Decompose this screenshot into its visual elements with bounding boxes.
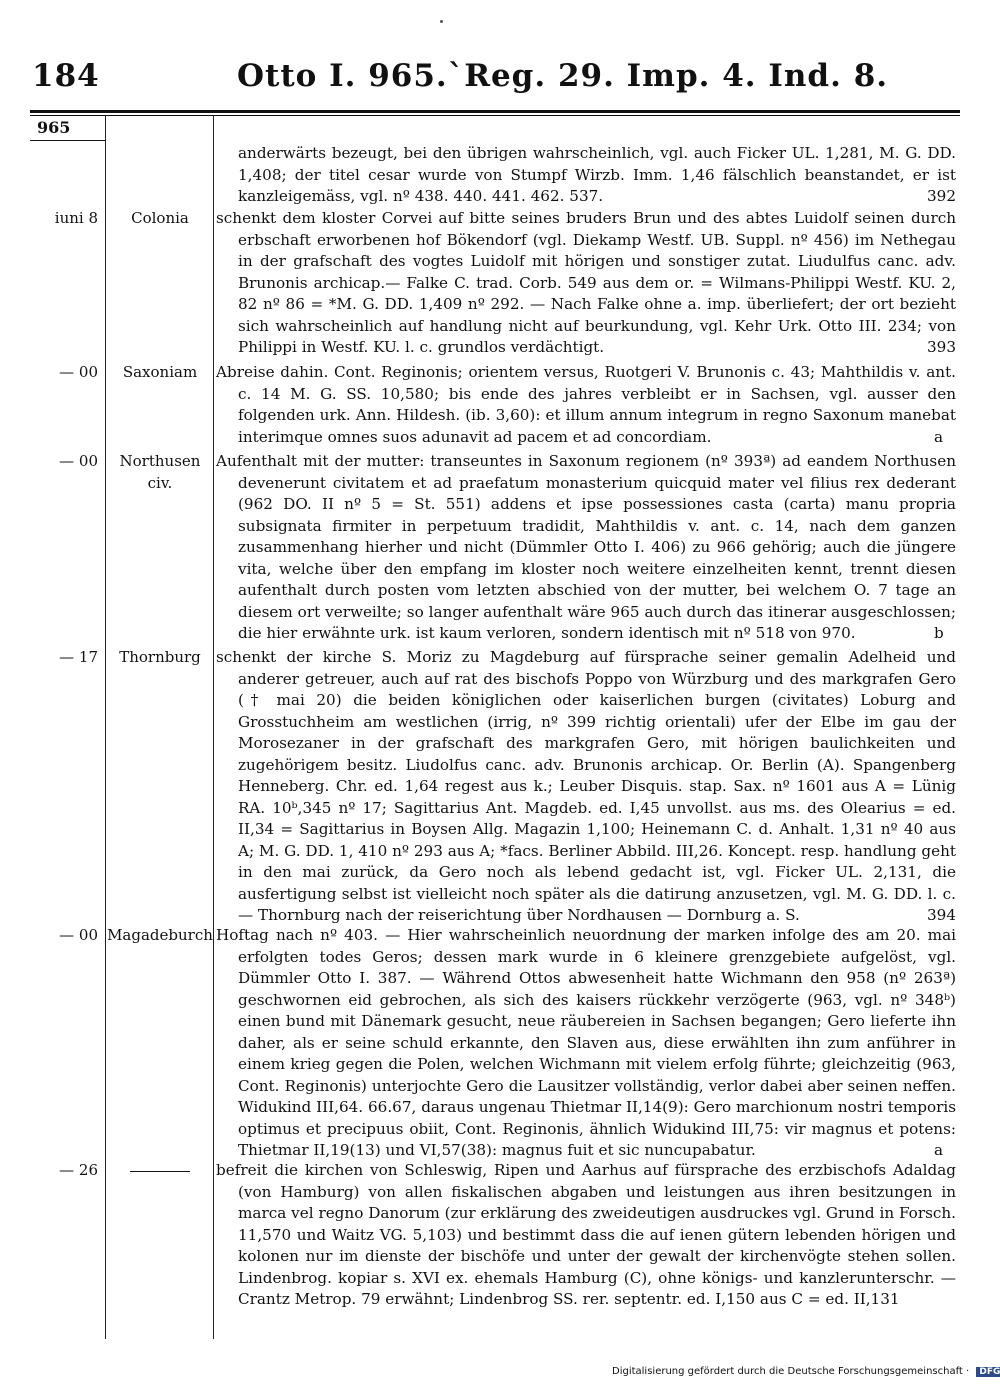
regest-number: 393: [927, 338, 956, 356]
footer-text: Digitalisierung gefördert durch die Deutsche Forschungsgemeinschaft ·: [612, 1366, 970, 1377]
year-underline: [30, 140, 105, 141]
entry-place: Saxoniam: [122, 363, 198, 381]
entry-body: befreit die kirchen von Schleswig, Ripen und Aarhus auf fürsprache des erzbischofs Adaldag (von Hamburg) von allen fiskalischen abgaben und leistungen aus ihren besitzungen in marca vel regno Danorum (zur erklärung des zweideutigen ausdruckes vgl. Grund in Forsch. 11,570 und Waitz VG. 5,103) und bestimmt dass die auf ienen gütern lebenden hörigen und kolonen nur im dienste der bischöfe und unter der gewalt der kirchenvögte stehen sollen. Lindenbrog. kopiar s. XVI ex. ehemals Hamburg (C), ohne königs- und kanzlerunterschr. — Crantz Metrop. 79 erwähnt; Lindenbrog SS. rer. septentr. ed. I,150 aus C = ed. II,131: [216, 1161, 956, 1308]
entry-body: schenkt dem kloster Corvei auf bitte seines bruders Brun und des abtes Luidolf seinen durch erbschaft erworbenen hof Bökendorf (vgl. Diekamp Westf. UB. Suppl. nº 456) im Nethegau in der grafschaft des vogtes Luidolf mit hörigen und sonstiger zutat. Liudulfus canc. adv. Brunonis archicap.— Falke C. trad. Corb. 549 aus dem or. = Wilmans-Philippi Westf. KU. 2, 82 nº 86 = *M. G. DD. 1,409 nº 292. — Nach Falke ohne a. imp. überliefert; der ort bezieht sich wahrscheinlich auf handlung nicht auf beurkundung, vgl. Kehr Urk. Otto III. 234; von Philippi in Westf. KU. l. c. grundlos verdächtigt.: [216, 209, 956, 356]
header-rule-thin: [30, 115, 960, 116]
regest-number: 392: [927, 187, 956, 205]
regest-number: 394: [927, 906, 956, 924]
entry-date: — 17: [59, 648, 98, 666]
page-title: Otto I. 965.`Reg. 29. Imp. 4. Ind. 8.: [237, 58, 889, 94]
header-rule-thick: [30, 110, 960, 113]
entry-body: schenkt der kirche S. Moriz zu Magdeburg auf fürsprache seiner gemalin Adelheid und anderer getreuer, auch auf rat des bischofs Poppo von Würzburg und des markgrafen Gero († mai 20) die beiden königlichen oder kaiserlichen burgen (civitates) Loburg and Grosstuchheim am westlichen (irrig, nº 399 richtig orientali) ufer der Elbe im gau der Morosezaner in der grafschaft des markgrafen Gero, mit hörigen baulichkeiten und zugehörigem besitz. Liudolfus canc. adv. Brunonis archicap. Or. Berlin (A). Spangenberg Henneberg. Chr. ed. 1,64 regest aus k.; Leuber Disquis. stap. Sax. nº 1601 aus A = Lünig RA. 10ᵇ,345 nº 17; Sagittarius Ant. Magdeb. ed. I,45 unvollst. aus ms. des Olearius = ed. II,34 = Sagittarius in Boysen Allg. Magazin 1,100; Heinemann C. d. Anhalt. 1,31 nº 40 aus A; M. G. DD. 1, 410 nº 293 aus A; *facs. Berliner Abbild. III,26. Koncept. resp. handlung geht in den mai zurück, da Gero noch als lebend gedacht ist, vgl. Ficker UL. 2,131, die ausfertigung selbst ist vielleicht noch später als die datirung anzusetzen, vgl. M. G. DD. l. c. — Thornburg nach der reiserichtung über Nordhausen — Dornburg a. S.: [216, 648, 956, 924]
page-number: 184: [32, 58, 100, 94]
place-dash: [130, 1171, 190, 1172]
continuation-body: anderwärts bezeugt, bei den übrigen wahrscheinlich, vgl. auch Ficker UL. 1,281, M. G. DD. 1,408; der titel cesar wurde von Stumpf Wirzb. Imm. 1,46 fälschlich beanstandet, er ist kanzleigemäss, vgl. nº 438. 440. 441. 462. 537.: [238, 144, 956, 205]
entry-date: — 00: [59, 363, 98, 381]
year-label: 965: [37, 118, 71, 137]
entry-text: Hoftag nach nº 403. — Hier wahrscheinlich neuordnung der marken infolge des am 20. mai erfolgten todes Geros; dessen mark wurde in 6 kleinere grenzgebiete aufgelöst, vgl. Dümmler Otto I. 387. — Während Ottos abwesenheit hatte Wichmann den 958 (nº 263ª) geschwornen eid gebrochen, als sich des kaisers rückkehr verzögerte (963, vgl. nº 348ᵇ) einen bund mit Dänemark gesucht, neue räubereien in Sachsen begangen; Gero lieferte ihn daher, als er seine schuld erkannte, den Slaven aus, diese erwählten ihn zum anführer in einem krieg gegen die Polen, welchen Wichmann mit vielem erfolg führte; gleichzeitig (963, Cont. Reginonis) unterjochte Gero die Lausitzer vollständig, verlor dabei aber seinen neffen. Widukind III,64. 66.67, daraus ungenau Thietmar II,14(9): Gero marchionum nostri temporis optimus et precipuus obiit, Cont. Reginonis, ähnlich Widukind III,75: vir magnus et potens: Thietmar II,19(13) und VI,57(38): magnus fuit et sic nuncupabatur. a: [216, 926, 956, 1159]
entry-text: [216, 647, 956, 927]
entry-place: Northusen civ.: [119, 452, 201, 492]
entry-body: Aufenthalt mit der mutter: transeuntes in Saxonum regionem (nº 393ª) ad eandem Northusen devenerunt civitatem et ad praefatum monasterium quicquid mater vel filius rex dederant (962 DO. II nº 5 = St. 551) addens et ipse possessiones casta (carta) manu propria subsignata firmiter in perpetuum tradidit, Mahthildis v. ant. c. 14, nach dem ganzen zusammenhang hierher und nicht (Dümmler Otto I. 406) zu 966 gehörig; auch die jüngere vita, welche über den empfang im kloster noch weitere einzelheiten kennt, trennt diesen aufenthalt durch posten vom letzten abschied von der mutter, bei welchem O. 7 tage an diesem ort verweilte; so langer aufenthalt wäre 965 auch durch das itinerar ausgeschlossen; die hier erwähnte urk. ist kaum verloren, sondern identisch mit nº 518 von 970.: [216, 452, 956, 642]
page-header: [32, 58, 962, 98]
entry-place: [106, 1160, 214, 1182]
entry-text: [216, 1160, 956, 1311]
continuation-text: [216, 143, 956, 208]
entry-place: Thornburg: [119, 648, 201, 666]
entry-text: Aufenthalt mit der mutter: transeuntes in Saxonum regionem (nº 393ª) ad eandem Northusen devenerunt civitatem et ad praefatum monasterium quicquid mater vel filius rex dederant (962 DO. II nº 5 = St. 551) addens et ipse possessiones casta (carta) manu propria subsignata firmiter in perpetuum tradidit, Mahthildis v. ant. c. 14, nach dem ganzen zusammenhang hierher und nicht (Dümmler Otto I. 406) zu 966 gehörig; auch die jüngere vita, welche über den empfang im kloster noch weitere einzelheiten kennt, trennt diesen aufenthalt durch posten vom letzten abschied von der mutter, bei welchem O. 7 tage an diesem ort verweilte; so langer aufenthalt wäre 965 auch durch das itinerar ausgeschlossen; die hier erwähnte urk. ist kaum verloren, sondern identisch mit nº 518 von 970. b: [216, 452, 956, 642]
entry-place: Colonia: [131, 209, 189, 227]
print-speck: [440, 20, 443, 23]
entry-date: — 26: [59, 1161, 98, 1179]
entry-place: Magadeburch: [107, 926, 213, 944]
entry-date: iuni 8: [54, 209, 98, 227]
column-divider-date: [105, 116, 106, 1339]
entry-date: — 00: [59, 926, 98, 944]
entry-date: — 00: [59, 452, 98, 470]
footer-credit: [612, 1366, 1000, 1377]
entry-text: [216, 208, 956, 359]
dfg-logo: DFG: [976, 1367, 1000, 1377]
entry-text: Abreise dahin. Cont. Reginonis; orientem versus, Ruotgeri V. Brunonis c. 43; Mahthildis v. ant. c. 14 M. G. SS. 10,580; bis ende des jahres verbleibt er in Sachsen, vgl. ausser den folgenden urk. Ann. Hildesh. (ib. 3,60): et illum annum integrum in regno Saxonum manebat interimque omnes suos adunavit ad pacem et ad concordiam. a: [216, 363, 956, 446]
entry-body: Abreise dahin. Cont. Reginonis; orientem versus, Ruotgeri V. Brunonis c. 43; Mahthildis v. ant. c. 14 M. G. SS. 10,580; bis ende des jahres verbleibt er in Sachsen, vgl. ausser den folgenden urk. Ann. Hildesh. (ib. 3,60): et illum annum integrum in regno Saxonum manebat interimque omnes suos adunavit ad pacem et ad concordiam.: [216, 363, 956, 446]
entry-body: Hoftag nach nº 403. — Hier wahrscheinlich neuordnung der marken infolge des am 20. mai erfolgten todes Geros; dessen mark wurde in 6 kleinere grenzgebiete aufgelöst, vgl. Dümmler Otto I. 387. — Während Ottos abwesenheit hatte Wichmann den 958 (nº 263ª) geschwornen eid gebrochen, als sich des kaisers rückkehr verzögerte (963, vgl. nº 348ᵇ) einen bund mit Dänemark gesucht, neue räubereien in Sachsen begangen; Gero lieferte ihn daher, als er seine schuld erkannte, den Slaven aus, diese erwählten ihn zum anführer in einem krieg gegen die Polen, welchen Wichmann mit vielem erfolg führte; gleichzeitig (963, Cont. Reginonis) unterjochte Gero die Lausitzer vollständig, verlor dabei aber seinen neffen. Widukind III,64. 66.67, daraus ungenau Thietmar II,14(9): Gero marchionum nostri temporis optimus et precipuus obiit, Cont. Reginonis, ähnlich Widukind III,75: vir magnus et potens: Thietmar II,19(13) und VI,57(38): magnus fuit et sic nuncupabatur.: [216, 926, 956, 1159]
column-divider-place: [213, 116, 214, 1339]
